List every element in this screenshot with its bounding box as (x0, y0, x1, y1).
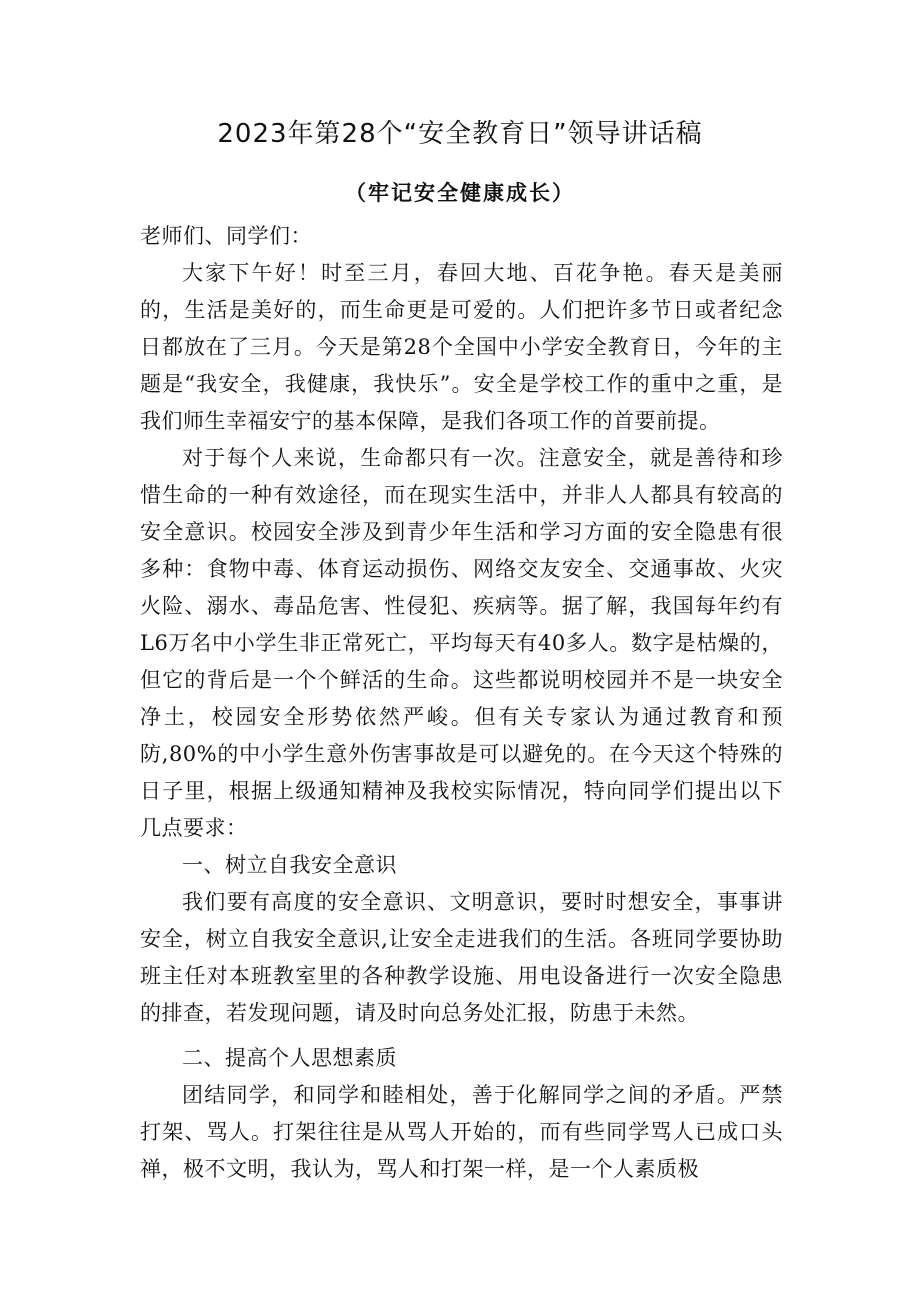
paragraph-section-2: 团结同学，和同学和睦相处，善于化解同学之间的矛盾。严禁打架、骂人。打架往往是从骂人开始的，而有些同学骂人已成口头禅，极不文明，我认为，骂人和打架一样，是一个人素质极 (140, 1083, 783, 1181)
section-heading-1: 一、树立自我安全意识 (182, 853, 397, 877)
paragraph-greeting: 大家下午好！时至三月，春回大地、百花争艳。春天是美丽的，生活是美好的，而生命更是可爱的。人们把许多节日或者纪念日都放在了三月。今天是第28个全国中小学安全教育日，今年的主题是“我安全，我健康，我快乐”。安全是学校工作的重中之重，是我们师生幸福安宁的基本保障，是我们各项工作的首要前提。 (140, 261, 783, 433)
document-title: 2023年第28个“安全教育日”领导讲话稿 (217, 119, 703, 149)
salutation: 老师们、同学们： (140, 224, 312, 248)
paragraph-safety-awareness: 对于每个人来说，生命都只有一次。注意安全，就是善待和珍惜生命的一种有效途径，而在现实生活中，并非人人都具有较高的安全意识。校园安全涉及到青少年生活和学习方面的安全隐患有很多种：食物中毒、体育运动损伤、网络交友安全、交通事故、火灾火险、溺水、毒品危害、性侵犯、疾病等。据了解，我国每年约有L6万名中小学生非正常死亡，平均每天有40多人。数字是枯燥的，但它的背后是一个个鲜活的生命。这些都说明校园并不是一块安全净土，校园安全形势依然严峻。但有关专家认为通过教育和预防,80%的中小学生意外伤害事故是可以避免的。在今天这个特殊的日子里，根据上级通知精神及我校实际情况，特向同学们提出以下几点要求： (140, 446, 783, 840)
paragraph-section-1: 我们要有高度的安全意识、文明意识，要时时想安全，事事讲安全，树立自我安全意识,让安全走进我们的生活。各班同学要协助班主任对本班教室里的各种教学设施、用电设备进行一次安全隐患的排查，若发现问题，请及时向总务处汇报，防患于未然。 (140, 890, 783, 1025)
section-heading-2: 二、提高个人思想素质 (182, 1046, 397, 1070)
document-body (140, 218, 783, 1188)
document-subtitle: （牢记安全健康成长） (345, 180, 575, 205)
